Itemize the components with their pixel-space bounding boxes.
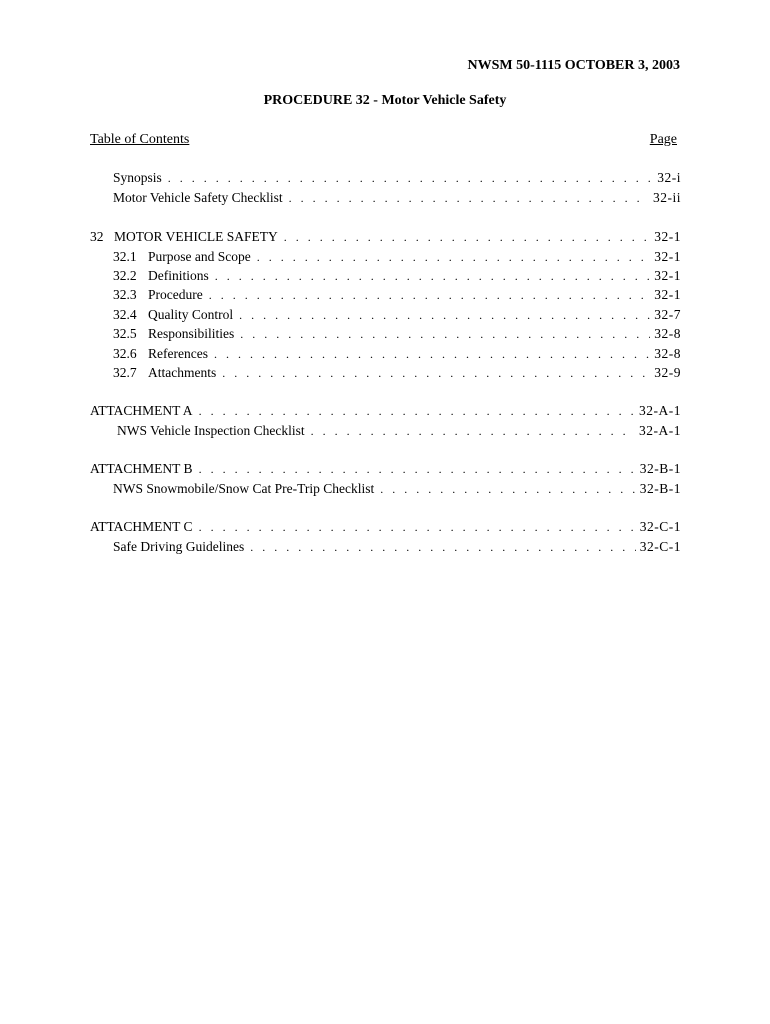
toc-leader-dots <box>199 462 636 477</box>
toc-entry-32-6[interactable] <box>113 346 681 365</box>
toc-leader-dots <box>239 308 650 323</box>
toc-entry-label: NWS Snowmobile/Snow Cat Pre-Trip Checklist <box>113 481 375 496</box>
toc-entry-vehicle-inspection[interactable] <box>117 423 681 442</box>
toc-header <box>90 132 677 148</box>
toc-entry-snowmobile-checklist[interactable] <box>113 481 681 500</box>
toc-leader-dots <box>311 424 635 439</box>
toc-entry-number: 32 <box>90 229 104 244</box>
toc-entry-32-1[interactable] <box>113 249 681 268</box>
toc-entry-number: 32.6 <box>113 346 137 361</box>
toc-entry-safe-driving[interactable] <box>113 539 681 558</box>
toc-leader-dots <box>222 366 650 381</box>
document-header: NWSM 50-1115 OCTOBER 3, 2003 <box>467 58 680 73</box>
toc-entry-page: 32-8 <box>654 346 681 361</box>
toc-entry-page: 32-9 <box>654 365 681 380</box>
toc-entry-page: 32-A-1 <box>639 403 681 418</box>
toc-leader-dots <box>250 540 636 555</box>
toc-entry-label <box>113 326 240 342</box>
toc-entry-page: 32-B-1 <box>639 461 681 476</box>
toc-entry-attachment-a[interactable] <box>90 403 681 422</box>
toc-leader-dots <box>284 230 650 245</box>
toc-entry-32-7[interactable] <box>113 365 681 384</box>
toc-entry-page: 32-i <box>657 170 681 185</box>
toc-entry-page: 32-1 <box>654 249 681 264</box>
toc-entry-32-4[interactable] <box>113 307 681 326</box>
toc-entry-title: Procedure <box>148 287 203 302</box>
toc-entry-32-5[interactable] <box>113 326 681 345</box>
toc-entry-title: Definitions <box>148 268 209 283</box>
toc-entry-label <box>113 268 215 284</box>
toc-entry-title: References <box>148 346 208 361</box>
toc-leader-dots <box>209 288 651 303</box>
toc-entry-synopsis[interactable] <box>113 170 681 189</box>
toc-leader-dots <box>214 347 650 362</box>
toc-entry-label: ATTACHMENT C <box>90 519 193 534</box>
toc-entry-page: 32-ii <box>653 190 681 205</box>
toc-entry-number: 32.3 <box>113 287 137 302</box>
toc-entry-label <box>113 346 214 362</box>
toc-header-page: Page <box>649 132 677 147</box>
toc-entry-label <box>90 229 284 245</box>
toc-entry-title: Quality Control <box>148 307 234 322</box>
toc-entry-attachment-b[interactable] <box>90 461 681 480</box>
toc-leader-dots <box>380 482 635 497</box>
toc-entry-32-3[interactable] <box>113 287 681 306</box>
toc-entry-page: 32-8 <box>654 326 681 341</box>
toc-entry-label: Safe Driving Guidelines <box>113 539 245 554</box>
toc-entry-page: 32-C-1 <box>639 519 681 534</box>
toc-entry-number: 32.7 <box>113 365 137 380</box>
toc-leader-dots <box>257 250 651 265</box>
toc-entry-title: Responsibilities <box>148 326 235 341</box>
toc-entry-page: 32-7 <box>654 307 681 322</box>
toc-entry-label <box>113 307 239 323</box>
toc-entry-32-2[interactable] <box>113 268 681 287</box>
toc-entry-label <box>113 249 257 265</box>
toc-entry-number: 32.5 <box>113 326 137 341</box>
toc-entry-checklist[interactable] <box>113 190 681 209</box>
toc-entry-page: 32-1 <box>654 287 681 302</box>
toc-entry-attachment-c[interactable] <box>90 519 681 538</box>
toc-entry-title: MOTOR VEHICLE SAFETY <box>114 229 278 244</box>
toc-entry-title: Attachments <box>148 365 217 380</box>
toc-entry-label: ATTACHMENT B <box>90 461 193 476</box>
toc-entry-number: 32.2 <box>113 268 137 283</box>
toc-leader-dots <box>168 171 653 186</box>
toc-leader-dots <box>289 191 649 206</box>
toc-entry-label: ATTACHMENT A <box>90 403 193 418</box>
toc-entry-page: 32-B-1 <box>639 481 681 496</box>
toc-entry-page: 32-A-1 <box>639 423 681 438</box>
toc-entry-section-32[interactable] <box>90 229 681 248</box>
toc-entry-label: Synopsis <box>113 170 162 185</box>
toc-header-label: Table of Contents <box>90 132 190 147</box>
toc-entry-number: 32.4 <box>113 307 137 322</box>
toc-entry-label: Motor Vehicle Safety Checklist <box>113 190 283 205</box>
toc-leader-dots <box>240 327 650 342</box>
toc-leader-dots <box>199 404 635 419</box>
toc-entry-title: Purpose and Scope <box>148 249 251 264</box>
toc-entry-label <box>113 365 222 381</box>
toc-entry-page: 32-1 <box>654 229 681 244</box>
toc-entry-page: 32-1 <box>654 268 681 283</box>
toc-leader-dots <box>199 520 636 535</box>
toc-entry-label <box>113 287 209 303</box>
procedure-title: PROCEDURE 32 - Motor Vehicle Safety <box>263 93 507 108</box>
toc-entry-number: 32.1 <box>113 249 137 264</box>
toc-entry-label: NWS Vehicle Inspection Checklist <box>117 423 305 438</box>
toc-entry-page: 32-C-1 <box>639 539 681 554</box>
toc-leader-dots <box>215 269 651 284</box>
